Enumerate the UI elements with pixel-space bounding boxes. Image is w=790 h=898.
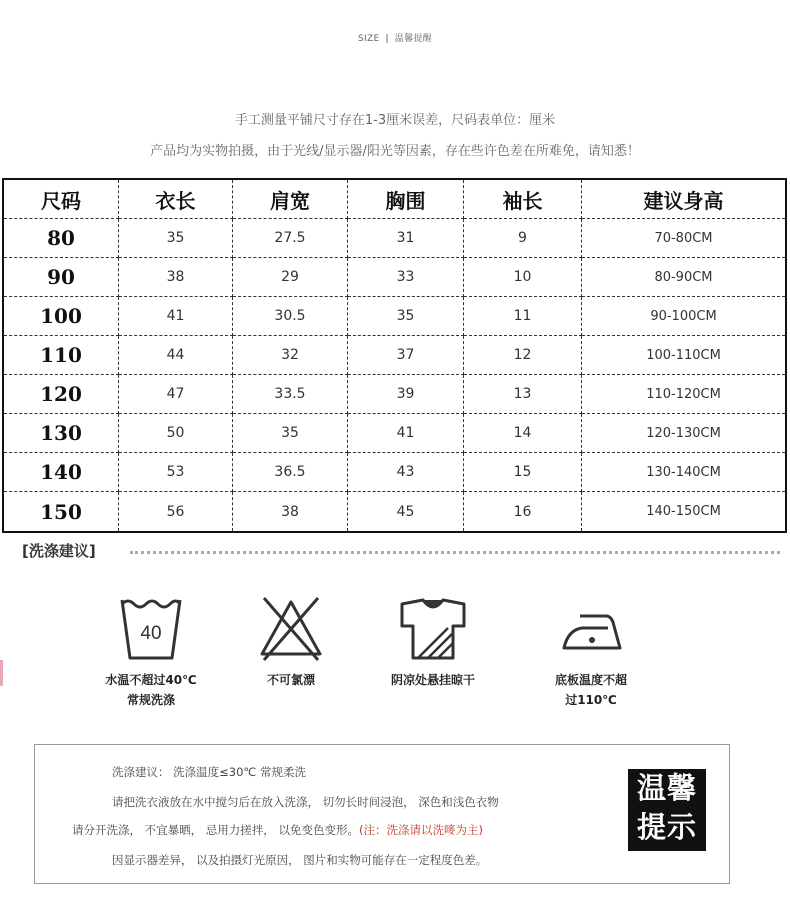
cell-size: 120 (4, 375, 119, 414)
wash-40-icon (116, 594, 186, 664)
header-shoulder: 肩宽 (233, 180, 348, 219)
cell-sleeve: 9 (464, 219, 582, 258)
cell-height: 140-150CM (646, 504, 721, 519)
cell-size: 130 (4, 414, 119, 453)
cell-height: 70-80CM (582, 219, 785, 258)
cell-shoulder: 29 (233, 258, 348, 297)
cell-height: 110-120CM (582, 375, 785, 414)
cell-length: 44 (119, 336, 233, 375)
cell-chest: 45 (348, 492, 464, 531)
cell-length: 41 (119, 297, 233, 336)
edge-mark (0, 660, 3, 686)
wash-40-label-line2: 常规洗涤 (126, 693, 175, 707)
iron-label-line1: 底板温度不超 (554, 673, 627, 687)
page-title (0, 31, 790, 44)
header-sleeve: 袖长 (464, 180, 582, 219)
wash-40-label-line1: 水温不超过40℃ (105, 673, 197, 687)
no-bleach-label (226, 670, 356, 690)
line-dry-label (368, 670, 498, 690)
cell-length: 35 (119, 219, 233, 258)
cell-shoulder: 38 (233, 492, 348, 531)
cell-chest: 37 (348, 336, 464, 375)
warm-tips-badge (628, 769, 706, 851)
no-bleach-icon (256, 594, 326, 664)
cell-size: 140 (4, 453, 119, 492)
cell-size: 100 (4, 297, 119, 336)
cell-size: 90 (4, 258, 119, 297)
title-separator: | (385, 34, 389, 44)
notice-line-3-main: 请分开洗涤， 不宜暴晒， 忌用力搓拌， 以免变色变形。 (72, 823, 359, 837)
cell-shoulder: 33.5 (233, 375, 348, 414)
wash-section-title: [洗涤建议] (22, 542, 96, 560)
badge-line-1: 温馨 (636, 771, 697, 805)
notice-line-3-red: (注：洗涤请以洗嘜为主) (358, 823, 483, 837)
cell-chest: 39 (348, 375, 464, 414)
cell-size: 110 (4, 336, 119, 375)
cell-size: 150 (4, 492, 119, 531)
header-chest: 胸围 (348, 180, 464, 219)
cell-length: 53 (119, 453, 233, 492)
cell-sleeve: 12 (464, 336, 582, 375)
wash-40-label (86, 670, 216, 710)
iron-label-line2: 过110℃ (565, 693, 617, 707)
cell-shoulder: 27.5 (233, 219, 348, 258)
cell-shoulder: 36.5 (233, 453, 348, 492)
cell-length: 38 (119, 258, 233, 297)
cell-sleeve: 10 (464, 258, 582, 297)
line-dry-shade-icon (398, 594, 468, 664)
title-size: SIZE (358, 34, 380, 44)
cell-height: 100-110CM (582, 336, 785, 375)
no-bleach-label-line1: 不可氯漂 (266, 673, 315, 687)
cell-height: 80-90CM (582, 258, 785, 297)
color-difference-note: 产品均为实物拍摄，由于光线/显示器/阳光等因素，存在些许色差在所难免，请知悉！ (150, 144, 640, 159)
cell-sleeve: 11 (464, 297, 582, 336)
notice-line-1: 洗涤建议： 洗涤温度≤30℃ 常规柔洗 (112, 765, 306, 779)
cell-height: 120-130CM (582, 414, 785, 453)
cell-shoulder: 32 (233, 336, 348, 375)
cell-chest: 43 (348, 453, 464, 492)
cell-length: 50 (119, 414, 233, 453)
header-height: 建议身高 (582, 180, 785, 219)
wash-temp-text: 40 (140, 623, 162, 644)
notice-line-4: 因显示器差异， 以及拍摄灯光原因， 图片和实物可能存在一定程度色差。 (112, 853, 488, 867)
measurement-note: 手工测量平铺尺寸存在1-3厘米误差，尺码表单位：厘米 (234, 113, 556, 128)
title-reminder: 温馨提醒 (394, 34, 432, 44)
cell-sleeve: 15 (464, 453, 582, 492)
cell-chest: 31 (348, 219, 464, 258)
cell-length: 56 (119, 492, 233, 531)
iron-label (526, 670, 656, 710)
cell-chest: 41 (348, 414, 464, 453)
header-length: 衣长 (119, 180, 233, 219)
cell-height: 90-100CM (582, 297, 785, 336)
dotted-divider (130, 551, 780, 554)
header-size: 尺码 (4, 180, 119, 219)
cell-size: 80 (4, 219, 119, 258)
cell-chest: 33 (348, 258, 464, 297)
cell-sleeve: 14 (464, 414, 582, 453)
cell-sleeve: 16 (464, 492, 582, 531)
cell-shoulder: 35 (233, 414, 348, 453)
badge-line-2: 提示 (636, 810, 697, 844)
notice-line-3 (72, 822, 483, 838)
notice-line-2: 请把洗衣液放在水中搅匀后在放入洗涤， 切勿长时间浸泡， 深色和浅色衣物 (112, 795, 499, 809)
cell-chest: 35 (348, 297, 464, 336)
iron-low-icon (558, 596, 628, 666)
cell-height: 130-140CM (582, 453, 785, 492)
cell-sleeve: 13 (464, 375, 582, 414)
line-dry-label-line1: 阴凉处悬挂晾干 (390, 673, 475, 687)
cell-length: 47 (119, 375, 233, 414)
cell-shoulder: 30.5 (233, 297, 348, 336)
size-table (2, 178, 787, 533)
